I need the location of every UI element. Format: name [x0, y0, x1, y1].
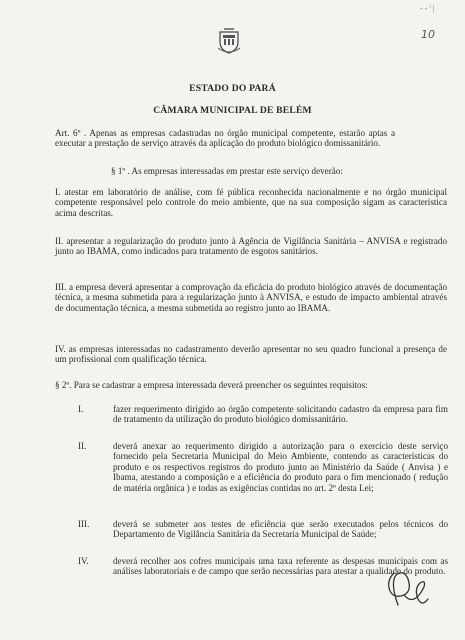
item-number: I.	[78, 404, 84, 414]
handwritten-signature	[380, 565, 432, 611]
item-text: deverá recolher aos cofres municipais uma taxa referente as despesas municipais com as análises laboratoriais e de campo que serão necessárias para atestar a qualidade do produto.	[113, 556, 448, 577]
paragraph-1-item-1: I. atestar em laboratório de análise, com fé pública reconhecida nacionalmente e no órgão municipal competente responsável pelo controle do meio ambiente, que na sua composição sigam as característica acima descritas.	[55, 187, 447, 218]
item-text: fazer requerimento dirigido ao órgão competente solicitando cadastro da empresa para fim de tratamento da utilização do produto biológico domissanitário.	[113, 404, 448, 425]
page-number: 10	[421, 28, 435, 41]
item-number: III.	[78, 519, 90, 529]
paragraph-1-item-2: II. apresentar a regularização do produto junto à Agência de Vigilância Sanitária – ANVISA e registrado junto ao IBAMA, como indicados para tratamento de esgotos sanitários.	[55, 236, 447, 257]
state-heading: ESTADO DO PARÁ	[189, 83, 276, 94]
paragraph-1-item-4: IV. as empresas interessadas no cadastramento deverão apresentar no seu quadro funcional a presença de um profissional com qualificação técnica.	[55, 344, 447, 365]
article-6: Art. 6º . Apenas as empresas cadastradas no órgão municipal competente, estarão aptas a executar a prestação de serviço através da aplicação do produto biológico domissanitário.	[55, 128, 395, 149]
item-text: deverá anexar ao requerimento dirigido a autorização para o exercício deste serviço fornecido pela Secretaria Municipal do Meio Ambiente, contendo as características do produto e os respectivos registros do produto junto ao Ministério da Saúde ( Anvisa ) e Ibama, atestando a composição e a eficiência do produto para o fim mencionado ( redução de matéria orgânica ) e todas as exigências contidas no art. 2º desta Lei;	[113, 441, 448, 493]
item-number: IV.	[78, 556, 89, 566]
paragraph-2-intro: § 2º. Para se cadastrar a empresa interessada deverá preencher os seguintes requisitos:	[55, 380, 368, 390]
paragraph-1-intro: § 1º . As empresas interessadas em prestar este serviço deverão:	[111, 166, 343, 176]
item-number: II.	[78, 441, 87, 451]
coat-of-arms-logo	[218, 28, 240, 54]
item-text: deverá se submeter aos testes de eficiência que serão executados pelos técnicos do Departamento de Vigilância Sanitária da Secretaria Municipal de Saúde;	[113, 519, 448, 540]
corner-mark: - - ' |	[420, 4, 435, 13]
paragraph-1-item-3: III. a empresa deverá apresentar a comprovação da eficácia do produto biológico através de documentação técnica, a mesma submetida para a regularização junto à ANVISA, e estudo de impacto ambiental através de documentação técnica, a mesma submetida ao registro junto ao IBAMA.	[55, 282, 447, 313]
chamber-heading: CÂMARA MUNICIPAL DE BELÉM	[153, 105, 312, 116]
